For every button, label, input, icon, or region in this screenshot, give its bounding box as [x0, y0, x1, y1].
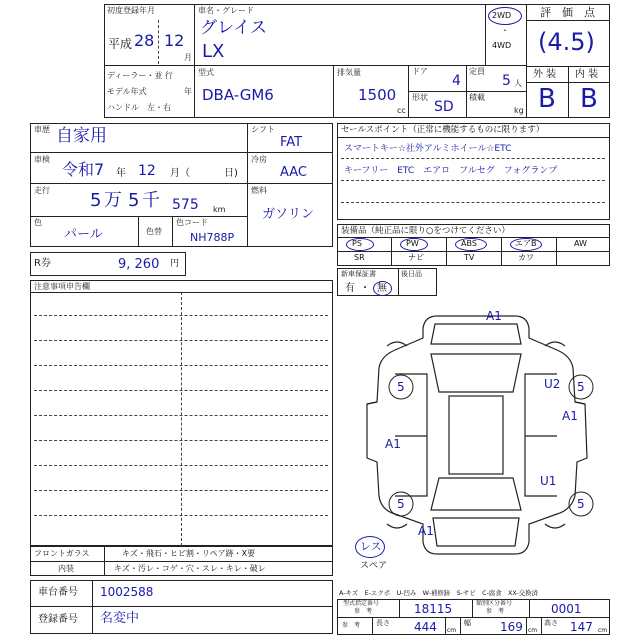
spare-label: レス [360, 540, 382, 553]
eq-v2 [446, 237, 447, 266]
inspection-era: 令和7 [62, 160, 105, 179]
doors: 4 [452, 73, 461, 89]
width-label: 幅 [464, 619, 471, 627]
mileage-sen-unit: 千 [142, 190, 160, 211]
spare-sub: スペア [360, 561, 388, 571]
mileage-sen: 5 [128, 190, 140, 211]
model-year-label: モデル年式 [107, 87, 147, 96]
handle-label: ハンドル 左・右 [107, 103, 171, 112]
interior-grade: B [580, 84, 598, 114]
sales-line2: キーフリー ETC エアロ フルセグ フォグランプ [344, 166, 558, 176]
eq-ps: PS [352, 239, 362, 248]
eq-airbag: エアB [515, 239, 537, 248]
class-label: 類別区分番号 [476, 600, 513, 607]
inspection-month-suffix: 月（ [170, 168, 190, 179]
height-cm: cm [598, 627, 608, 634]
score-vline [568, 66, 569, 118]
after-label: 後日品 [401, 270, 422, 278]
length-label: 長さ [376, 619, 390, 627]
first-reg-month: 12 [164, 31, 185, 50]
eq-tv: TV [464, 253, 475, 262]
details-row-3 [30, 216, 248, 217]
drive-divider [485, 4, 486, 66]
mileage-label: 走行 [34, 186, 50, 195]
score-line-3 [526, 82, 610, 83]
usage-label: 車歴 [34, 125, 50, 134]
door-label: ドア [412, 67, 428, 76]
cc: cc [397, 106, 406, 115]
notes-dash-3 [34, 365, 328, 366]
inspection-day-suffix: 日) [224, 168, 238, 179]
drive-2wd: 2WD [492, 11, 512, 20]
reg-divider [158, 20, 159, 64]
type-spec: 18115 [414, 602, 453, 616]
class-ref: 参 考 [486, 608, 505, 615]
first-reg-label: 初度登録年月 [107, 6, 155, 15]
car-rear-window [431, 478, 521, 510]
eq-v4 [556, 237, 557, 266]
notes-dash-8 [34, 490, 328, 491]
reg-div [92, 606, 93, 634]
car-trunk [433, 518, 519, 546]
mark-tire-rr: 5 [577, 497, 585, 511]
displacement-label: 排気量 [337, 68, 361, 77]
eq-pw: PW [406, 239, 419, 248]
door-hline [408, 91, 527, 92]
inspection-label: 車検 [34, 155, 50, 164]
capacity-unit: 人 [514, 79, 522, 88]
year-suffix: 年 [184, 87, 192, 96]
model-label: 型式 [198, 68, 214, 77]
length-cm: cm [447, 627, 457, 634]
car-windshield [431, 354, 521, 392]
shift-line-2 [247, 183, 333, 184]
mark-tire-fr: 5 [577, 380, 585, 394]
color-div-1 [138, 216, 139, 247]
reg: 名変中 [100, 611, 140, 626]
shift-line-1 [247, 152, 333, 153]
dim-v2 [445, 617, 446, 635]
eq-aw: AW [574, 239, 587, 248]
shift: FAT [280, 135, 303, 150]
first-reg-era: 平成 [108, 37, 133, 51]
usage: 自家用 [56, 126, 107, 146]
equipment-line-2 [337, 251, 610, 252]
shape-label: 形状 [412, 93, 428, 102]
warranty-dot: ・ [360, 283, 370, 294]
notes-dash-2 [34, 340, 328, 341]
notes-dash-5 [34, 415, 328, 416]
mark-front-right: U2 [544, 377, 561, 391]
car-hood [431, 324, 521, 344]
mark-front: A1 [486, 309, 502, 323]
inspection-year-suffix: 年 [116, 168, 126, 179]
details-row-1 [30, 152, 248, 153]
interior-label: 内 装 [575, 69, 599, 80]
details-row-2 [30, 183, 248, 184]
spec-v2 [472, 599, 473, 617]
score-label: 評 価 点 [540, 6, 595, 19]
mark-rear-left: A1 [418, 524, 434, 538]
recycle-label: R券 [34, 258, 51, 269]
equipment-label: 装備品（純正品に限り○をつけてください） [341, 226, 510, 236]
fuel-label: 燃料 [251, 186, 267, 195]
inspection-month: 12 [138, 163, 156, 179]
score-value: (4.5) [538, 28, 595, 56]
type-spec-label: 型式指定番号 [343, 600, 380, 607]
month-suffix: 月 [184, 53, 192, 62]
mark-right-rear: U1 [540, 474, 557, 488]
fuel: ガソリン [262, 207, 315, 222]
sales-dash-3 [341, 202, 605, 203]
mark-left-side: A1 [385, 437, 401, 451]
front-glass-text: キズ・飛石・ヒビ割・リペア跡・X要 [122, 549, 256, 558]
exterior-label: 外 装 [533, 69, 557, 80]
first-reg-year: 28 [134, 31, 155, 50]
shift-label: シフト [251, 125, 275, 134]
wheel-fr [545, 342, 565, 346]
interior-glass-text: キズ・汚レ・コゲ・穴・スレ・キレ・破レ [114, 564, 266, 573]
color-label: 色 [34, 218, 42, 227]
ac-label: 冷房 [251, 155, 267, 164]
wheel-fl [387, 342, 407, 346]
capacity-label: 定員 [469, 67, 485, 76]
length: 444 [414, 620, 437, 634]
spec-v1 [399, 599, 400, 617]
displacement: 1500 [358, 86, 397, 104]
wheel-rr [545, 524, 565, 528]
notes-label: 注意事項申告欄 [34, 282, 90, 291]
drive-4wd: 4WD [492, 41, 512, 50]
load-label: 積載 [469, 93, 485, 102]
warranty-yes: 有 [345, 283, 355, 294]
sales-dash-2 [341, 180, 605, 181]
dim-v4 [526, 617, 527, 635]
mark-right-door: A1 [562, 409, 578, 423]
width: 169 [500, 620, 523, 634]
drive-dot: ・ [501, 26, 509, 35]
car-roof [449, 396, 503, 474]
mark-tire-fl: 5 [397, 380, 405, 394]
model-code: DBA-GM6 [202, 86, 274, 104]
sales-line1: スマートキー☆社外アルミホイール☆ETC [344, 144, 512, 154]
height-label: 高さ [544, 619, 558, 627]
dim-v3 [460, 617, 461, 635]
mileage-rest: 575 [172, 197, 199, 213]
dim-v5 [541, 617, 542, 635]
notes-dash-6 [34, 440, 328, 441]
color: パール [64, 227, 103, 242]
glass-line [30, 561, 333, 562]
new-car-label: 新車保証書 [341, 270, 376, 278]
eq-sr: SR [354, 253, 365, 262]
mileage-man-unit: 万 [104, 190, 122, 211]
recycle-unit: 円 [170, 259, 180, 269]
wheel-rl [387, 524, 407, 528]
notes-dash-1 [34, 315, 328, 316]
chassis-label: 車台番号 [38, 587, 78, 598]
mark-tire-rl: 5 [397, 497, 405, 511]
eq-v3 [501, 237, 502, 266]
warranty-no: 無 [377, 283, 387, 294]
recycle-amount: 9, 260 [118, 257, 160, 272]
sales-line [337, 137, 610, 138]
km: km [213, 205, 226, 214]
eq-abs: ABS [461, 239, 477, 248]
chassis-div [92, 580, 93, 607]
notes-vdash-1 [181, 292, 182, 546]
spec-line [337, 617, 610, 618]
ac: AAC [280, 165, 307, 180]
dealer-label: ディーラー・並 行 [107, 71, 173, 80]
shape: SD [434, 99, 454, 115]
color-change-label: 色替 [146, 227, 162, 236]
sales-label: セールスポイント（正常に機能するものに限ります） [341, 125, 545, 135]
interior-glass-label: 内装 [58, 564, 74, 573]
width-cm: cm [528, 627, 538, 634]
height: 147 [570, 620, 593, 634]
notes-dash-9 [34, 515, 328, 516]
reg-label: 登録番号 [38, 614, 78, 625]
class-no: 0001 [551, 602, 582, 616]
kg: kg [514, 106, 524, 115]
warranty-div [398, 268, 399, 296]
mileage-man: 5 [90, 190, 102, 211]
color-code: NH788P [190, 231, 235, 244]
color-code-label: 色コード [176, 218, 208, 227]
color-div-2 [172, 216, 173, 247]
score-line [526, 20, 610, 21]
dim-ref: 参 考 [342, 622, 361, 629]
car-name-label: 車名・グレード [198, 6, 254, 15]
grade: LX [202, 41, 225, 62]
car-name: グレイス [200, 18, 267, 38]
eq-v1 [391, 237, 392, 266]
dim-v1 [372, 617, 373, 635]
exterior-grade: B [538, 84, 556, 114]
glass-div [104, 546, 105, 576]
mirror-left [367, 402, 377, 404]
damage-legend: A-キズ E-エクボ U-凹み W-補修跡 S-サビ C-腐食 XX-交換済 [339, 589, 538, 597]
capacity: 5 [502, 73, 511, 89]
eq-navi: ナビ [408, 253, 424, 262]
chassis: 1002588 [100, 585, 154, 599]
eq-leather: カワ [518, 253, 534, 262]
type-spec-ref: 参 考 [354, 608, 373, 615]
notes-dash-4 [34, 390, 328, 391]
front-glass-label: フロントガラス [34, 549, 90, 558]
notes-dash-7 [34, 465, 328, 466]
sales-dash-1 [341, 158, 605, 159]
recycle-box [30, 252, 186, 276]
mirror-right [575, 402, 585, 404]
spec-v3 [529, 599, 530, 617]
